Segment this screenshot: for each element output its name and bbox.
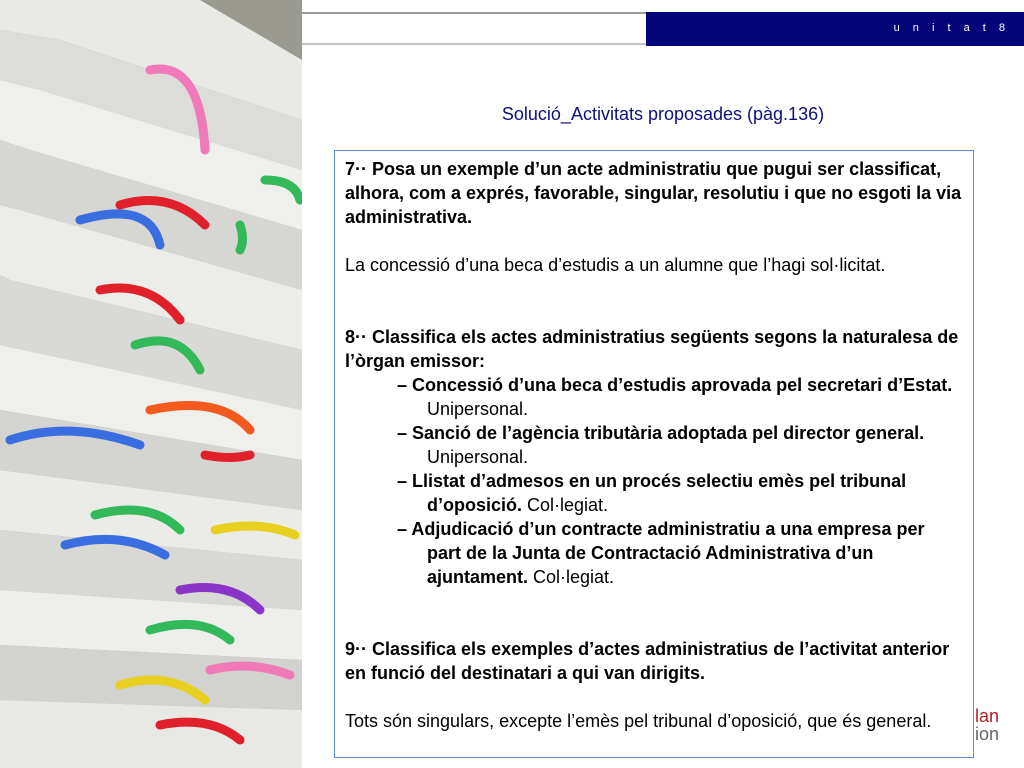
publisher-logo-line1: lan [975, 706, 1000, 726]
binder-pages [0, 0, 302, 768]
list-item-text: – Adjudicació d’un contracte administratiu a una empresa per part de la Junta de Contractació Administrativa d’un ajuntament. [397, 519, 925, 587]
answer-9: Tots són singulars, excepte l’emès pel tribunal d’oposició, que és general. [345, 711, 932, 731]
question-7: 7·· Posa un exemple d’un acte administratiu que pugui ser classificat, alhora, com a exprés, favorable, singular, resolutiu i que no esgoti la via administrativa. [345, 159, 962, 227]
header-bar-left [302, 12, 646, 45]
list-item [345, 469, 963, 517]
list-item-answer: Col·legiat. [528, 567, 615, 587]
binders-photo [0, 0, 302, 768]
header-band [646, 12, 1024, 46]
binders-illustration [0, 0, 302, 768]
list-item [345, 421, 963, 469]
list-item-text: – Concessió d’una beca d’estudis aprovada pel secretari d’Estat. [397, 375, 953, 395]
list-item-text: – Sanció de l’agència tributària adoptada pel director general. [397, 423, 925, 443]
list-item-answer: Unipersonal. [427, 399, 529, 419]
list-item-answer: Col·legiat. [522, 495, 609, 515]
slide-title: Solució_Activitats proposades (pàg.136) [501, 104, 825, 124]
publisher-logo-line2: ion [975, 724, 1000, 744]
answer-7: La concessió d’una beca d’estudis a un alumne que l’hagi sol·licitat. [345, 255, 886, 275]
list-item-answer: Unipersonal. [427, 447, 529, 467]
question-9: 9·· Classifica els exemples d’actes administratius de l’activitat anterior en funció del destinatari a qui van dirigits. [345, 639, 950, 683]
unit-label: u n i t a t 8 [893, 22, 1010, 34]
list-item-text: – Llistat d’admesos en un procés selectiu emès pel tribunal d’oposició. [397, 471, 907, 515]
question-8: 8·· Classifica els actes administratius següents segons la naturalesa de l’òrgan emissor: [345, 327, 959, 371]
list-item [345, 373, 963, 421]
content-box [334, 150, 974, 758]
list-item [345, 517, 963, 589]
